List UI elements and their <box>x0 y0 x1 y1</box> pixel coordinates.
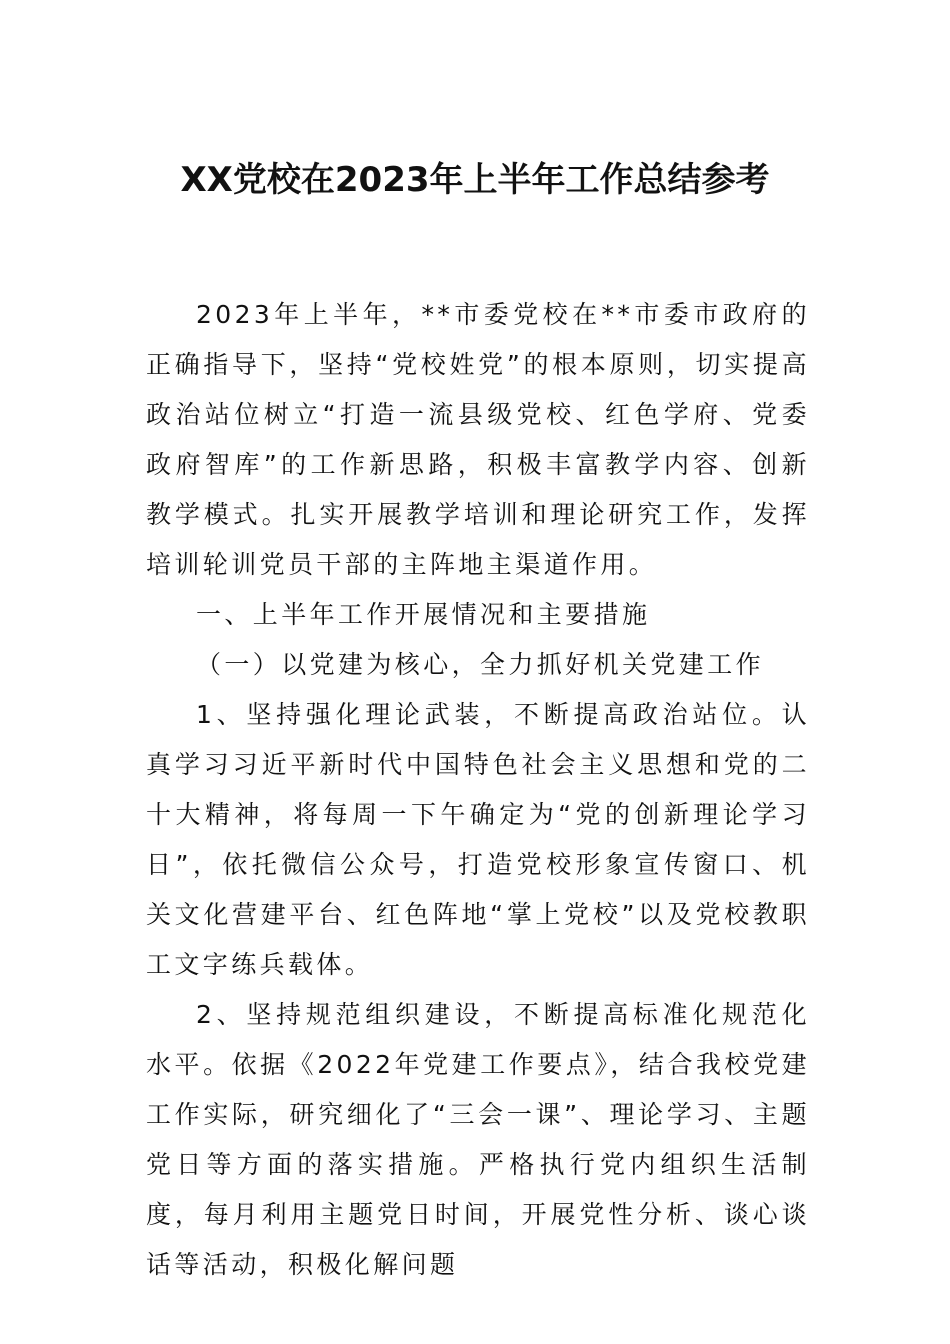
document-body <box>146 290 810 1290</box>
section-heading-1: 一、上半年工作开展情况和主要措施 <box>196 600 651 629</box>
intro-paragraph: 2023年上半年，**市委党校在**市委市政府的正确指导下，坚持“党校姓党”的根本原则，切实提高政治站位树立“打造一流县级党校、红色学府、党委政府智库”的工作新思路，积极丰富教学内容、创新教学模式。扎实开展教学培训和理论研究工作，发挥培训轮训党员干部的主阵地主渠道作用。 <box>146 300 810 579</box>
subsection-heading-1: （一）以党建为核心，全力抓好机关党建工作 <box>196 650 765 679</box>
document-title: XX党校在2023年上半年工作总结参考 <box>180 160 770 200</box>
item-paragraph-1: 1、坚持强化理论武装，不断提高政治站位。认真学习习近平新时代中国特色社会主义思想和党的二十大精神，将每周一下午确定为“党的创新理论学习日”，依托微信公众号，打造党校形象宣传窗口、机关文化营建平台、红色阵地“掌上党校”以及党校教职工文字练兵载体。 <box>146 700 810 979</box>
item-paragraph-2: 2、坚持规范组织建设，不断提高标准化规范化水平。依据《2022年党建工作要点》，结合我校党建工作实际，研究细化了“三会一课”、理论学习、主题党日等方面的落实措施。严格执行党内组织生活制度，每月利用主题党日时间，开展党性分析、谈心谈话等活动，积极化解问题 <box>146 1000 810 1279</box>
